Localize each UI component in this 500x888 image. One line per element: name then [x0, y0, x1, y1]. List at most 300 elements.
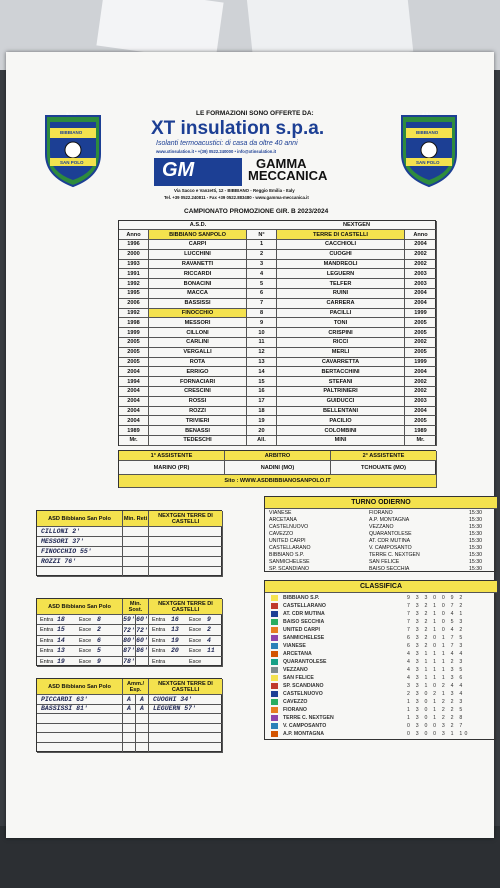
standings-team: VEZZANO — [283, 667, 308, 673]
lineup-cell-home: BASSISSI — [149, 299, 247, 309]
lineup-cell-home: MACCA — [149, 289, 247, 299]
lineup-cell-hy: 2006 — [119, 299, 149, 309]
card-home-mark — [123, 733, 136, 743]
card-home-entry — [37, 743, 123, 753]
sub-entra-label: Entra — [40, 617, 54, 623]
lineup-cell-home: ROZZI — [149, 407, 247, 417]
turno-time: 15:30 — [469, 524, 482, 530]
card-home-mark — [123, 714, 136, 724]
sub-out-number: 2 — [97, 626, 101, 634]
lineup-cell-n: 9 — [247, 318, 277, 328]
lineup-cell-n: 20 — [247, 426, 277, 436]
away-team-header: TERRE DI CASTELLI — [277, 230, 405, 240]
turno-time: 15:30 — [469, 552, 482, 558]
lineup-cell-n: 5 — [247, 279, 277, 289]
anno-header: Anno — [405, 230, 437, 240]
turno-away-team: V. CAMPOSANTO — [369, 545, 412, 551]
sub-away-minute — [136, 657, 149, 667]
subs-home-header: ASD Bibbiano San Polo — [37, 599, 123, 615]
lineup-cell-away: PACILLI — [277, 309, 405, 319]
standings-stats: 4 3 1 1 1 3 5 — [407, 667, 465, 673]
club-site: Sito : WWW.ASDBIBBIANOSANPOLO.IT — [119, 475, 437, 488]
lineup-cell-home: FINOCCHIO — [149, 309, 247, 319]
sub-row-line — [149, 636, 223, 646]
standings-team: SANMICHELESE — [283, 635, 325, 641]
sub-out-number: 9 — [97, 657, 101, 665]
lineup-sheet — [6, 52, 494, 838]
sub-entra-label: Entra — [152, 648, 166, 655]
lineup-cell-away: COLOMBINI — [277, 426, 405, 436]
lineup-cell-away: RUINI — [277, 289, 405, 299]
sub-in-number: 19 — [57, 657, 65, 665]
lineup-cell-ay: 1999 — [405, 358, 437, 368]
turno-home-team: SP. SCANDIANO — [269, 566, 309, 572]
scorers-away-header: NEXTGEN TERRE DI CASTELLI — [149, 511, 223, 527]
scorer-away-entry — [149, 557, 223, 567]
lineup-cell-n: 19 — [247, 416, 277, 426]
sub-home-minute: 80' — [123, 636, 136, 646]
lineup-cell-n: 13 — [247, 358, 277, 368]
standings-team-logo-icon — [271, 603, 278, 609]
lineup-cell-away: RICCI — [277, 338, 405, 348]
lineup-cell-hy: 1993 — [119, 260, 149, 270]
standings-stats: 7 3 2 1 0 5 3 — [407, 619, 465, 625]
sub-away-minute: 60' — [136, 615, 149, 625]
lineup-cell-n: 17 — [247, 397, 277, 407]
card-away-entry: LEGUERN 57' — [149, 705, 223, 715]
card-away-mark — [136, 724, 149, 734]
lineup-cell-away: CAVARRETTA — [277, 358, 405, 368]
turno-home-team: CAVEZZO — [269, 531, 294, 537]
lineup-cell-home: ROTA — [149, 358, 247, 368]
lineup-cell-home: RICCARDI — [149, 269, 247, 279]
sub-row-line — [149, 615, 223, 625]
lineup-cell-ay: 2002 — [405, 338, 437, 348]
standings-team: CASTELLARANO — [283, 603, 326, 609]
sub-entra-label: Entra — [152, 637, 166, 644]
card-away-entry: CUOGHI 34' — [149, 695, 223, 705]
badge-label-line1: BIBBIANO — [60, 130, 83, 135]
official-name: MARINO (PR) — [119, 461, 225, 475]
sub-away-minute: 60' — [136, 636, 149, 646]
sub-entra-label: Entra — [152, 617, 166, 623]
lineup-cell-hy: 1992 — [119, 279, 149, 289]
lineup-cell-away: MERLI — [277, 348, 405, 358]
lineup-cell-ay: 2004 — [405, 299, 437, 309]
lineup-cell-home: FORNACIARI — [149, 377, 247, 387]
lineup-cell-home: CARPI — [149, 240, 247, 250]
lineup-cell-home: TEDESCHI — [149, 436, 247, 446]
sub-row-line — [37, 636, 123, 646]
standings-team: CAVEZZO — [283, 699, 308, 705]
sponsor2-logo-initials: GM — [162, 159, 195, 181]
sub-entra-label: Entra — [40, 648, 54, 655]
cards-home-header: ASD Bibbiano San Polo — [37, 679, 123, 695]
lineup-cell-n: 16 — [247, 387, 277, 397]
lineup-cell-hy: 1996 — [119, 240, 149, 250]
sub-home-minute: 78' — [123, 657, 136, 667]
standings-team: V. CAMPOSANTO — [283, 723, 327, 729]
sub-row-line — [149, 646, 223, 656]
lineup-cell-ay: 2005 — [405, 416, 437, 426]
standings-team-logo-icon — [271, 691, 278, 697]
sub-esce-label: Esce — [79, 627, 92, 634]
official-name: TCHOUATE (MO) — [331, 461, 437, 475]
lineup-cell-away: BELLENTANI — [277, 407, 405, 417]
standings-stats: 1 3 0 1 2 2 5 — [407, 707, 465, 713]
standings-stats: 4 3 1 1 1 4 4 — [407, 651, 465, 657]
turno-home-team: ARCETANA — [269, 517, 297, 523]
sub-esce-label: Esce — [189, 648, 202, 655]
scorer-away-entry — [149, 567, 223, 577]
lineup-cell-away: TONI — [277, 318, 405, 328]
standings-team-logo-icon — [271, 619, 278, 625]
lineup-cell-home: CARLINI — [149, 338, 247, 348]
scorer-away-entry — [149, 527, 223, 537]
lineup-cell-hy: 1991 — [119, 269, 149, 279]
turno-away-team: SAN FELICE — [369, 559, 400, 565]
lineup-cell-n: 18 — [247, 407, 277, 417]
lineup-cell-n: 8 — [247, 309, 277, 319]
sub-in-number: 14 — [57, 636, 65, 644]
card-home-entry — [37, 714, 123, 724]
scorer-entry: FINOCCHIO 55' — [37, 547, 123, 557]
standings-stats: 7 3 2 1 0 7 2 — [407, 603, 465, 609]
lineup-cell-n: 6 — [247, 289, 277, 299]
turno-time: 15:30 — [469, 538, 482, 544]
card-home-entry: BASSISSI 81' — [37, 705, 123, 715]
sub-away-out-number: 2 — [207, 626, 211, 634]
lineup-cell-away: STEFANI — [277, 377, 405, 387]
lineup-cell-home: CILLONI — [149, 328, 247, 338]
lineup-table — [118, 220, 436, 446]
lineup-cell-home: MESSORI — [149, 318, 247, 328]
standings-team-logo-icon — [271, 715, 278, 721]
lineup-cell-ay: 2004 — [405, 367, 437, 377]
lineup-cell-n: 11 — [247, 338, 277, 348]
standings-team-logo-icon — [271, 611, 278, 617]
turno-home-team: UNITED CARPI — [269, 538, 306, 544]
sub-entra-label: Entra — [40, 658, 54, 665]
subs-minute-header: Min. Sost. — [123, 599, 149, 615]
sub-esce-label: Esce — [79, 648, 92, 655]
club-crest-icon — [42, 110, 104, 188]
sub-away-in-number: 19 — [171, 636, 179, 644]
turno-title: TURNO ODIERNO — [265, 497, 497, 509]
card-away-mark: A — [136, 695, 149, 705]
standings-stats: 6 3 2 0 1 7 3 — [407, 643, 465, 649]
lineup-cell-away: CUOGHI — [277, 250, 405, 260]
lineup-cell-n: 4 — [247, 269, 277, 279]
card-away-mark — [136, 743, 149, 753]
standings-title: CLASSIFICA — [265, 581, 497, 593]
scorer-away-entry — [149, 537, 223, 547]
lineup-cell-away: BERTACCHINI — [277, 367, 405, 377]
sub-away-in-number: 16 — [171, 616, 179, 623]
standings-team: SAN FELICE — [283, 675, 314, 681]
lineup-cell-ay: 2003 — [405, 269, 437, 279]
scorer-minute — [123, 547, 149, 557]
official-role: 1° ASSISTENTE — [119, 451, 225, 461]
home-club-label: A.S.D. — [119, 221, 277, 230]
sponsor2-name-line1: GAMMA — [256, 156, 307, 171]
lineup-cell-ay: 2004 — [405, 289, 437, 299]
turno-home-team: CASTELNUOVO — [269, 524, 309, 530]
club-badge-left — [42, 110, 104, 188]
standings-team-logo-icon — [271, 707, 278, 713]
badge-label-line1: BIBBIANO — [416, 130, 439, 135]
standings-team-logo-icon — [271, 643, 278, 649]
cards-away-header: NEXTGEN TERRE DI CASTELLI — [149, 679, 223, 695]
standings-stats: 7 3 2 1 0 4 1 — [407, 611, 465, 617]
turno-home-team: BIBBIANO S.P. — [269, 552, 305, 558]
sub-row-line — [37, 657, 123, 667]
standings-team: ARCETANA — [283, 651, 312, 657]
standings-team: A.P. MONTAGNA — [283, 731, 325, 737]
card-away-entry — [149, 724, 223, 734]
lineup-cell-hy: 2000 — [119, 250, 149, 260]
lineup-cell-ay: 2005 — [405, 328, 437, 338]
turno-home-team: CASTELLARANO — [269, 545, 311, 551]
championship-title: CAMPIONATO PROMOZIONE GIR. B 2023/2024 — [184, 208, 329, 215]
lineup-cell-ay: 2002 — [405, 377, 437, 387]
standings-stats: 7 3 2 1 0 4 2 — [407, 627, 465, 633]
standings-team: QUARANTOLESE — [283, 659, 327, 665]
lineup-cell-n: 7 — [247, 299, 277, 309]
lineup-cell-hy: 1999 — [119, 328, 149, 338]
standings-team-logo-icon — [271, 627, 278, 633]
standings-table — [264, 580, 496, 740]
turno-time: 15:30 — [469, 531, 482, 537]
lineup-cell-n: 3 — [247, 260, 277, 270]
lineup-cell-home: TRIVIERI — [149, 416, 247, 426]
standings-team-logo-icon — [271, 595, 278, 601]
sub-away-out-number: 11 — [207, 647, 215, 655]
badge-label-top: A.S.D. — [66, 111, 78, 116]
scorers-table — [36, 510, 222, 576]
lineup-cell-home: RAVANETTI — [149, 260, 247, 270]
scorer-minute — [123, 557, 149, 567]
lineup-cell-n: All. — [247, 436, 277, 446]
lineup-cell-hy: 2004 — [119, 416, 149, 426]
lineup-cell-away: CARRERA — [277, 299, 405, 309]
sub-in-number: 18 — [57, 616, 65, 623]
lineup-cell-hy: 1994 — [119, 377, 149, 387]
lineup-cell-hy: 2004 — [119, 387, 149, 397]
standings-team-logo-icon — [271, 635, 278, 641]
scorer-entry: MESSORI 37' — [37, 537, 123, 547]
turno-away-team: TERRE C. NEXTGEN — [369, 552, 420, 558]
away-club-label: NEXTGEN — [277, 221, 437, 230]
standings-stats: 0 3 0 0 3 1 10 — [407, 731, 470, 737]
lineup-cell-n: 2 — [247, 250, 277, 260]
sub-away-out-number: 9 — [207, 616, 211, 623]
home-team-header: BIBBIANO SANPOLO — [149, 230, 247, 240]
standings-team: UNITED CARPI — [283, 627, 320, 633]
standings-team-logo-icon — [271, 675, 278, 681]
lineup-cell-hy: 1995 — [119, 289, 149, 299]
sponsor1-contact: www.xtinsulation.it • +(39) 0522.240000 • info@xtinsulation.it — [156, 149, 277, 154]
sub-away-out-number: 4 — [207, 636, 211, 644]
standings-stats: 0 3 0 0 3 2 7 — [407, 723, 465, 729]
lineup-cell-home: LUCCHINI — [149, 250, 247, 260]
lineup-cell-away: MINI — [277, 436, 405, 446]
sub-entra-label: Entra — [40, 627, 54, 634]
scorer-entry — [37, 567, 123, 577]
standings-team-logo-icon — [271, 731, 278, 737]
scorer-entry: CILLONI 2' — [37, 527, 123, 537]
lineup-cell-home: VERGALLI — [149, 348, 247, 358]
sponsor-intro: LE FORMAZIONI SONO OFFERTE DA: — [196, 110, 314, 117]
lineup-cell-away: GUIDUCCI — [277, 397, 405, 407]
cards-col-header: Amm./ Esp. — [123, 679, 149, 695]
card-away-entry — [149, 733, 223, 743]
lineup-cell-hy: 2004 — [119, 407, 149, 417]
lineup-cell-hy: 1992 — [119, 309, 149, 319]
turno-away-team: BAISO SECCHIA — [369, 566, 410, 572]
sub-entra-label: Entra — [152, 627, 166, 634]
turno-home-team: SANMICHELESE — [269, 559, 310, 565]
lineup-cell-hy: 2004 — [119, 367, 149, 377]
card-home-entry — [37, 724, 123, 734]
lineup-cell-ay: 2002 — [405, 387, 437, 397]
turno-time: 15:30 — [469, 559, 482, 565]
sponsor2-name-line2: MECCANICA — [248, 168, 328, 183]
lineup-cell-n: 10 — [247, 328, 277, 338]
lineup-cell-away: PALTRINIERI — [277, 387, 405, 397]
club-badge-right — [398, 110, 460, 188]
standings-stats: 1 3 0 1 2 2 3 — [407, 699, 465, 705]
sub-away-in-number: 13 — [171, 626, 179, 634]
substitutions-table — [36, 598, 222, 666]
official-role: 2° ASSISTENTE — [331, 451, 437, 461]
turno-away-team: A.P. MONTAGNA — [369, 517, 410, 523]
turno-time: 15:30 — [469, 510, 482, 516]
turno-away-team: VEZZANO — [369, 524, 394, 530]
standings-team: BAISO SECCHIA — [283, 619, 325, 625]
lineup-cell-hy: 1989 — [119, 426, 149, 436]
lineup-cell-ay: 2005 — [405, 348, 437, 358]
sub-esce-label: Esce — [79, 637, 92, 644]
sub-away-minute: 72' — [136, 625, 149, 635]
standings-team: BIBBIANO S.P. — [283, 595, 320, 601]
sub-in-number: 15 — [57, 626, 65, 634]
scorer-minute — [123, 537, 149, 547]
sub-out-number: 5 — [97, 647, 101, 655]
lineup-cell-ay: 2005 — [405, 318, 437, 328]
lineup-cell-away: TELFER — [277, 279, 405, 289]
standings-stats: 2 3 0 2 1 3 4 — [407, 691, 465, 697]
standings-stats: 1 3 0 1 2 2 8 — [407, 715, 465, 721]
number-header: N° — [247, 230, 277, 240]
sponsor2-contact: Tel. +39 0522.240811 - Fax +39 0522.883480 - www.gamma-meccanica.it — [164, 195, 309, 200]
turno-time: 15:30 — [469, 545, 482, 551]
card-away-entry — [149, 743, 223, 753]
lineup-cell-n: 15 — [247, 377, 277, 387]
lineup-cell-ay: Mr. — [405, 436, 437, 446]
card-home-mark — [123, 724, 136, 734]
card-home-entry: PICCARDI 63' — [37, 695, 123, 705]
lineup-cell-ay: 1989 — [405, 426, 437, 436]
club-crest-icon — [398, 110, 460, 188]
card-home-mark: A — [123, 695, 136, 705]
lineup-cell-ay: 2004 — [405, 240, 437, 250]
sub-row-line — [37, 625, 123, 635]
turno-time: 15:30 — [469, 566, 482, 572]
badge-label-line2: SAN POLO — [416, 160, 440, 165]
standings-team-logo-icon — [271, 651, 278, 657]
sub-esce-label: Esce — [189, 637, 202, 644]
badge-label-top: A.S.D. — [422, 111, 434, 116]
standings-team: SP. SCANDIANO — [283, 683, 324, 689]
lineup-cell-away: CACCHIOLI — [277, 240, 405, 250]
lineup-cell-away: PACILIO — [277, 416, 405, 426]
cards-table — [36, 678, 222, 752]
subs-away-header: NEXTGEN TERRE DI CASTELLI — [149, 599, 223, 615]
sub-in-number: 13 — [57, 647, 65, 655]
sub-away-minute: 86' — [136, 646, 149, 656]
turno-away-team: FIORANO — [369, 510, 393, 516]
standings-team-logo-icon — [271, 667, 278, 673]
anno-header: Anno — [119, 230, 149, 240]
lineup-cell-hy: 2005 — [119, 348, 149, 358]
turno-time: 15:30 — [469, 517, 482, 523]
card-away-entry — [149, 714, 223, 724]
lineup-cell-hy: 1998 — [119, 318, 149, 328]
lineup-cell-ay: 2002 — [405, 250, 437, 260]
lineup-cell-ay: 2004 — [405, 407, 437, 417]
sub-entra-label: Entra — [152, 658, 166, 665]
standings-team-logo-icon — [271, 699, 278, 705]
standings-stats: 3 3 1 0 2 4 4 — [407, 683, 465, 689]
lineup-cell-ay: 1999 — [405, 309, 437, 319]
lineup-cell-home: ROSSI — [149, 397, 247, 407]
lineup-cell-hy: 2004 — [119, 397, 149, 407]
scorers-minute-header: Min. Reti — [123, 511, 149, 527]
sub-out-number: 6 — [97, 636, 101, 644]
sponsor2-address: Via Sacco e Vanzetti, 12 - BIBBIANO - Reggio Emilia - Italy — [174, 188, 295, 193]
lineup-cell-ay: 2003 — [405, 397, 437, 407]
lineup-cell-home: BONACINI — [149, 279, 247, 289]
card-home-mark — [123, 743, 136, 753]
standings-stats: 6 3 2 0 1 7 5 — [407, 635, 465, 641]
standings-stats: 9 3 3 0 0 9 2 — [407, 595, 465, 601]
sub-out-number: 8 — [97, 616, 101, 623]
sub-row-line — [37, 646, 123, 656]
card-away-mark — [136, 714, 149, 724]
sub-away-in-number: 20 — [171, 647, 179, 655]
standings-team-logo-icon — [271, 659, 278, 665]
sponsor1-logo: XT insulation s.p.a. — [151, 118, 325, 139]
standings-team: CASTELNUOVO — [283, 691, 323, 697]
turno-away-team: AT. CDR MUTINA — [369, 538, 411, 544]
scorers-home-header: ASD Bibbiano San Polo — [37, 511, 123, 527]
lineup-cell-home: CRESCINI — [149, 387, 247, 397]
card-home-mark: A — [123, 705, 136, 715]
lineup-cell-home: BENASSI — [149, 426, 247, 436]
lineup-cell-ay: 2002 — [405, 260, 437, 270]
scorer-minute — [123, 527, 149, 537]
card-away-mark: A — [136, 705, 149, 715]
sub-esce-label: Esce — [189, 658, 202, 665]
sub-row-line — [149, 625, 223, 635]
standings-team: VIANESE — [283, 643, 306, 649]
lineup-cell-ay: 2003 — [405, 279, 437, 289]
standings-stats: 4 3 1 1 1 3 6 — [407, 675, 465, 681]
scorer-entry: ROZZI 76' — [37, 557, 123, 567]
standings-team-logo-icon — [271, 723, 278, 729]
card-home-entry — [37, 733, 123, 743]
